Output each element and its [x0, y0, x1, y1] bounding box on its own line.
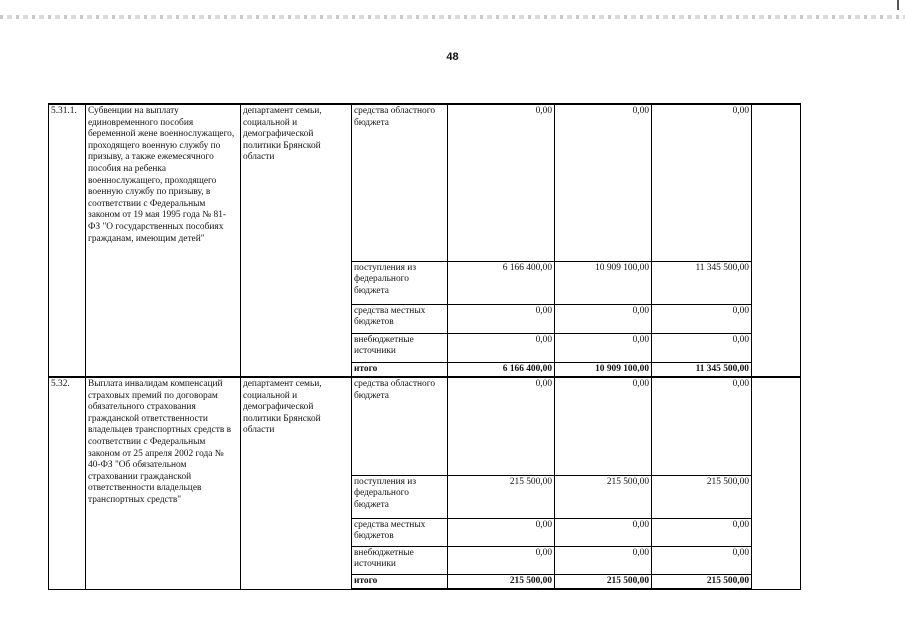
budget-table — [48, 103, 801, 590]
source-label: средства местных бюджетов — [354, 519, 426, 542]
value-cell-2 — [555, 377, 652, 475]
value-cell-3 — [652, 574, 752, 589]
value-year-1: 0,00 — [535, 106, 552, 116]
total-year-1: 6 166 400,00 — [502, 363, 552, 374]
value-cell-3 — [652, 104, 752, 261]
source-label: внебюджетные источники — [354, 334, 414, 357]
value-year-1: 0,00 — [535, 519, 552, 530]
source-label: средства областного бюджета — [354, 106, 436, 128]
total-year-2: 215 500,00 — [606, 575, 649, 586]
value-year-2: 0,00 — [632, 334, 649, 345]
value-cell-3 — [652, 304, 752, 333]
value-cell-1 — [448, 475, 555, 518]
value-year-3: 0,00 — [732, 379, 749, 390]
source-label: поступления из федерального бюджета — [354, 262, 417, 296]
row-code: 5.31.1. — [51, 106, 77, 116]
source-label: внебюджетные источники — [354, 547, 414, 570]
value-year-2: 0,00 — [632, 379, 649, 390]
value-year-2: 215 500,00 — [606, 476, 649, 487]
source-label: средства областного бюджета — [354, 379, 436, 401]
value-year-1: 6 166 400,00 — [502, 262, 552, 273]
value-cell-2 — [555, 304, 652, 333]
source-cell — [352, 518, 448, 546]
value-year-3: 0,00 — [732, 106, 749, 116]
value-year-3: 0,00 — [732, 519, 749, 530]
value-cell-2 — [555, 261, 652, 304]
value-cell-1 — [448, 546, 555, 574]
row-name: Субвенции на выплату единовременного пособия беременной жене военнослужащего, проходящего военную службу по призыву, а также ежемесячного пособия на ребенка военнослужащего, проходящего военную службу по призыву, в соответствии с Федеральным законом от 19 мая 1995 года № 81-ФЗ "О государственных пособиях гражданам, имеющим детей" — [88, 106, 235, 244]
row-executor-cell — [241, 377, 352, 589]
scan-artifact-line — [0, 15, 905, 19]
value-year-1: 215 500,00 — [509, 476, 552, 487]
value-cell-1 — [448, 333, 555, 362]
total-year-3: 11 345 500,00 — [695, 363, 749, 374]
value-cell-1 — [448, 304, 555, 333]
total-year-3: 215 500,00 — [706, 575, 749, 586]
empty-last-cell — [752, 377, 801, 589]
value-cell-3 — [652, 518, 752, 546]
source-cell — [352, 377, 448, 475]
row-name-cell — [86, 104, 241, 377]
source-cell — [352, 546, 448, 574]
value-year-3: 215 500,00 — [706, 476, 749, 487]
total-year-2: 10 909 100,00 — [595, 363, 649, 374]
value-cell-1 — [448, 377, 555, 475]
row-code: 5.32. — [51, 379, 70, 390]
value-cell-2 — [555, 104, 652, 261]
value-cell-3 — [652, 377, 752, 475]
row-name: Выплата инвалидам компенсаций страховых премий по договорам обязательного страхования гражданской ответственности владельцев транспортных средств в соответствии с Федеральным законом от 25 апреля 2002 года № 40-ФЗ "Об обязательном страховании гражданской ответственности владельцев транспортных средств" — [88, 379, 232, 506]
total-label: итого — [354, 363, 378, 374]
value-year-3: 0,00 — [732, 334, 749, 345]
value-cell-2 — [555, 546, 652, 574]
value-cell-3 — [652, 333, 752, 362]
total-label: итого — [354, 575, 378, 586]
value-cell-1 — [448, 104, 555, 261]
row-executor: департамент семьи, социальной и демографической политики Брянской области — [243, 379, 322, 436]
table-row — [49, 104, 801, 261]
value-year-1: 0,00 — [535, 305, 552, 316]
row-code-cell — [49, 104, 86, 377]
value-cell-3 — [652, 475, 752, 518]
value-year-2: 0,00 — [632, 106, 649, 116]
value-cell-1 — [448, 362, 555, 377]
row-name-cell — [86, 377, 241, 589]
value-cell-1 — [448, 518, 555, 546]
value-year-3: 0,00 — [732, 305, 749, 316]
page-number: 48 — [446, 51, 459, 63]
value-year-2: 0,00 — [632, 305, 649, 316]
value-year-2: 0,00 — [632, 547, 649, 558]
value-cell-2 — [555, 333, 652, 362]
source-cell — [352, 362, 448, 377]
value-cell-3 — [652, 261, 752, 304]
empty-last-cell — [752, 104, 801, 377]
value-year-3: 11 345 500,00 — [695, 262, 749, 273]
value-cell-2 — [555, 574, 652, 589]
source-cell — [352, 104, 448, 261]
value-year-1: 0,00 — [535, 379, 552, 390]
row-code-cell — [49, 377, 86, 589]
value-year-2: 10 909 100,00 — [595, 262, 649, 273]
value-year-2: 0,00 — [632, 519, 649, 530]
value-cell-2 — [555, 362, 652, 377]
value-cell-1 — [448, 574, 555, 589]
value-cell-2 — [555, 518, 652, 546]
source-label: поступления из федерального бюджета — [354, 476, 417, 510]
value-year-3: 0,00 — [732, 547, 749, 558]
source-label: средства местных бюджетов — [354, 305, 426, 328]
source-cell — [352, 333, 448, 362]
table-row — [49, 377, 801, 475]
total-year-1: 215 500,00 — [509, 575, 552, 586]
source-cell — [352, 261, 448, 304]
source-cell — [352, 304, 448, 333]
source-cell — [352, 475, 448, 518]
scan-corner-mark — [897, 0, 899, 10]
value-year-1: 0,00 — [535, 547, 552, 558]
row-executor: департамент семьи, социальной и демографической политики Брянской области — [243, 106, 322, 163]
source-cell — [352, 574, 448, 589]
row-executor-cell — [241, 104, 352, 377]
value-cell-3 — [652, 362, 752, 377]
value-cell-3 — [652, 546, 752, 574]
value-year-1: 0,00 — [535, 334, 552, 345]
value-cell-1 — [448, 261, 555, 304]
value-cell-2 — [555, 475, 652, 518]
